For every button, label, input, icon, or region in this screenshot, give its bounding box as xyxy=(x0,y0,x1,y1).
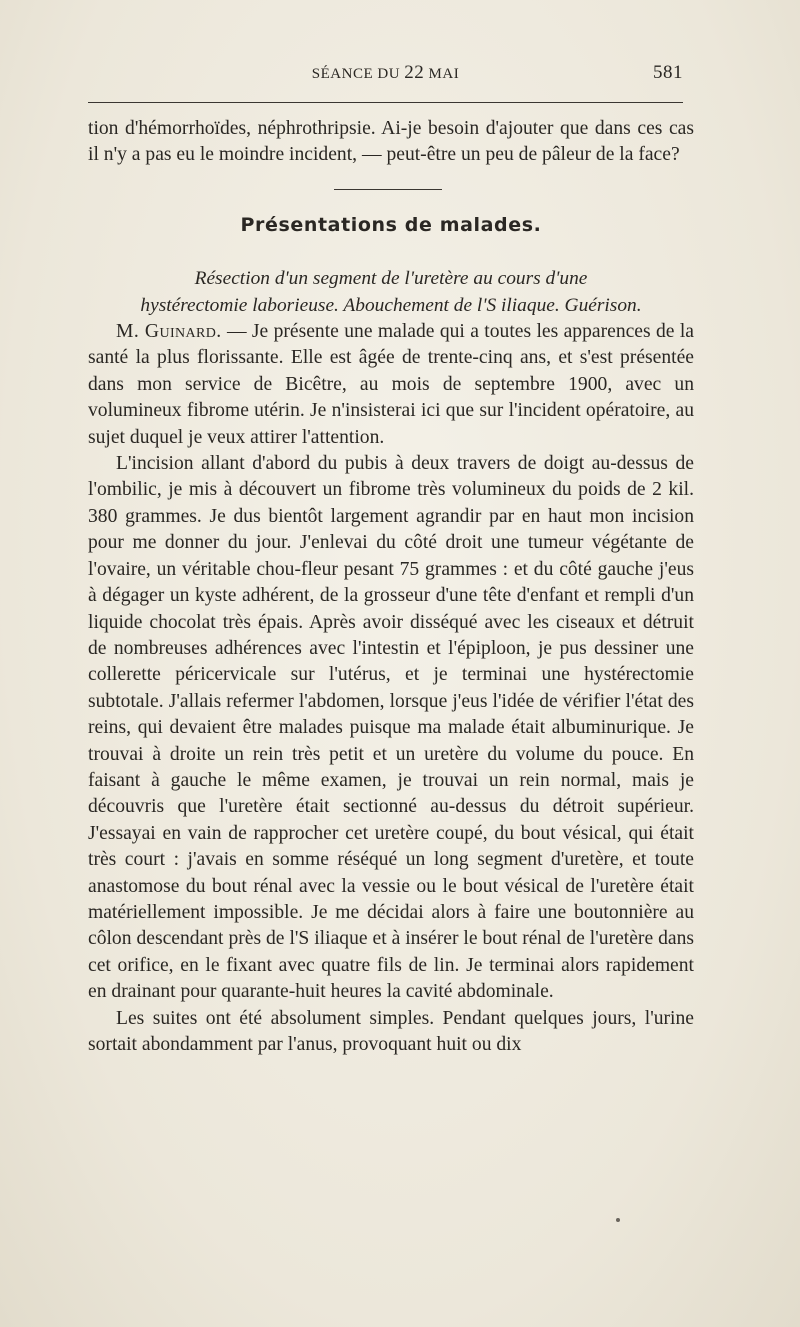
text-body xyxy=(88,116,694,1058)
header-title-day: 22 xyxy=(404,62,425,83)
case-title-line-1: Résection d'un segment de l'uretère au cours d'une xyxy=(194,268,588,290)
header-rule xyxy=(88,102,683,103)
section-separator xyxy=(334,189,442,190)
case-title-line-2: hystérectomie laborieuse. Abouchement de l'S iliaque. Guérison. xyxy=(140,294,642,316)
header-title xyxy=(88,62,683,84)
page-number: 581 xyxy=(653,62,683,83)
continuation-paragraph: tion d'hémorrhoïdes, néphrothripsie. Ai-je besoin d'ajouter que dans ces cas il n'y a pas eu le moindre incident, — peut-être un peu de pâleur de la face? xyxy=(88,118,694,166)
speaker-name: M. Guinard. xyxy=(116,321,222,343)
header-title-month: MAI xyxy=(428,66,460,82)
running-header xyxy=(88,62,683,88)
case-title xyxy=(88,266,694,319)
paragraph-3: Les suites ont été absolument simples. Pendant quelques jours, l'urine sortait abondamment par l'anus, provoquant huit ou dix xyxy=(88,1007,694,1055)
paragraph-2: L'incision allant d'abord du pubis à deux travers de doigt au-dessus de l'ombilic, je mis à découvert un fibrome très volumineux du poids de 2 kil. 380 grammes. Je dus bientôt largement agrandir par en haut mon incision pour me donner du jour. J'enlevai du côté droit une tumeur végétante de l'ovaire, un véritable chou-fleur pesant 75 grammes : et du côté gauche j'eus à dégager un kyste adhérent, de la grosseur d'une tête d'enfant et rempli d'un liquide chocolat très épais. Après avoir disséqué avec les ciseaux et détruit de nombreuses adhérences avec l'intestin et l'épiploon, je pus dessiner une collerette péricervicale sur l'utérus, et je terminai une hystérectomie subtotale. J'allais refermer l'abdomen, lorsque j'eus l'idée de vérifier l'état des reins, qui devaient être malades puisque ma malade était albuminurique. Je trouvai à droite un rein très petit et un uretère du volume du pouce. En faisant à gauche le même examen, je trouvai un rein normal, mais je découvris que l'uretère était sectionné au-dessus du détroit supérieur. J'essayai en vain de rapprocher cet uretère coupé, du bout vésical, qui était très court : j'avais en somme réséqué un long segment d'uretère, et toute anastomose du bout rénal avec la vessie ou le bout vésical de l'uretère était matériellement impossible. Je me décidai alors à faire une boutonnière au côlon descendant près de l'S iliaque et à insérer le bout rénal de l'uretère dans cet orifice, en le fixant avec quatre fils de lin. Je terminai alors rapidement en drainant pour quarante-huit heures la cavité abdominale. xyxy=(88,453,694,1003)
ink-speck xyxy=(616,1218,620,1222)
section-title: Présentations de malades. xyxy=(240,213,542,236)
paragraph-1-text: — Je présente une malade qui a toutes les apparences de la santé la plus florissante. Elle est âgée de trente-cinq ans, et s'est présentée dans mon service de Bicêtre, au mois de septembre 1900, avec un volumineux fibrome utérin. Je n'insisterai ici que sur l'incident opératoire, au sujet duquel je veux attirer l'attention. xyxy=(88,321,694,448)
paragraph-1 xyxy=(88,319,694,451)
header-title-pre: SÉANCE DU xyxy=(311,66,401,82)
